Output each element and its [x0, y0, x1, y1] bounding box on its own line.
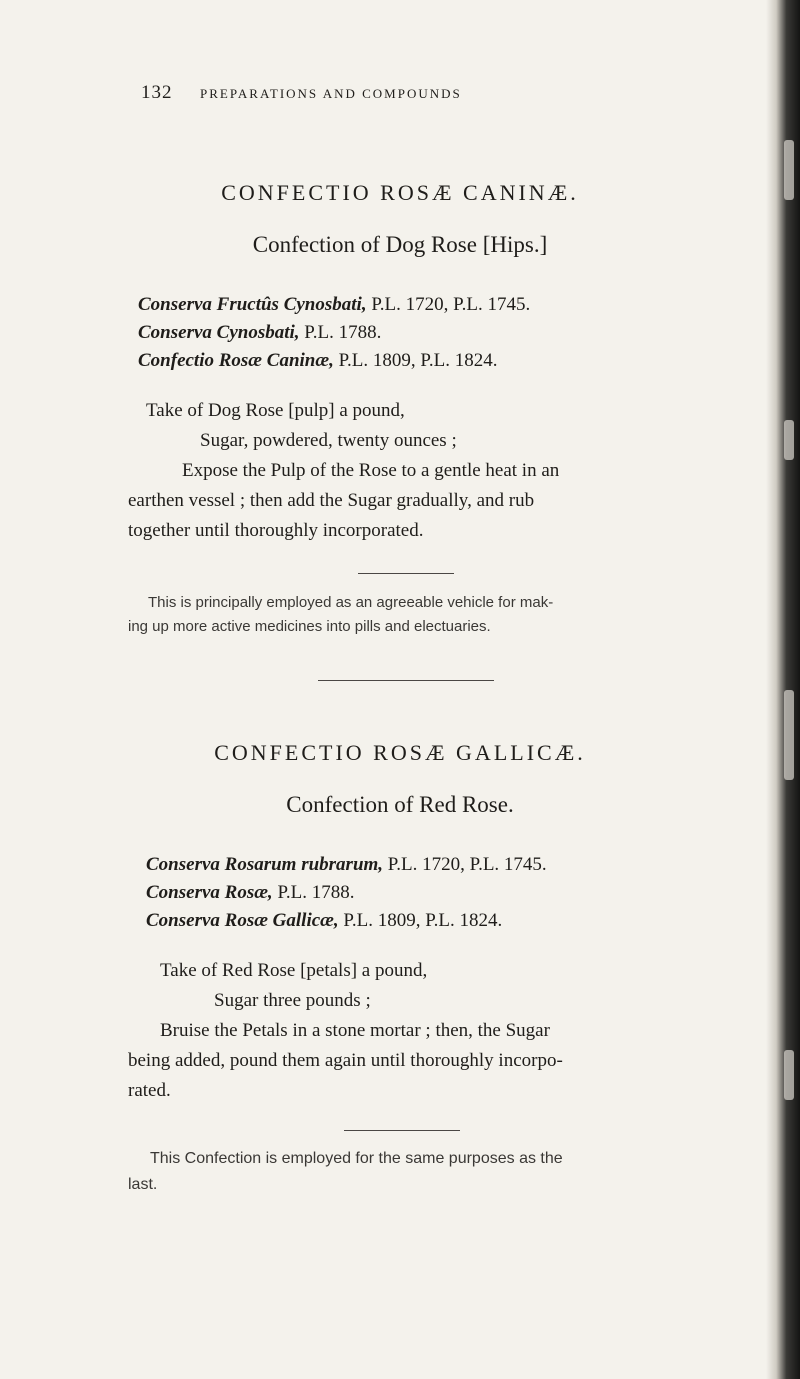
synonym-line [138, 294, 530, 316]
recipe-line: Take of Red Rose [petals] a pound, [160, 960, 428, 981]
synonym-refs: P.L. 1788. [299, 322, 382, 343]
section-divider [358, 573, 454, 574]
section-divider [318, 680, 494, 681]
book-binding-edge [766, 0, 800, 1379]
section-title: CONFECTIO ROSÆ GALLICÆ. [214, 740, 586, 765]
recipe-line: Sugar three pounds ; [214, 990, 371, 1011]
note-line: This is principally employed as an agreeable vehicle for mak- [148, 594, 554, 611]
recipe-line: Expose the Pulp of the Rose to a gentle heat in an [182, 460, 560, 481]
synonym-name: Conserva Rosarum rubrarum, [146, 854, 384, 875]
section-title: CONFECTIO ROSÆ CANINÆ. [221, 180, 579, 205]
synonym-refs: P.L. 1809, P.L. 1824. [333, 350, 498, 371]
synonym-refs: P.L. 1720, P.L. 1745. [383, 854, 547, 875]
section-subtitle: Confection of Red Rose. [286, 792, 514, 817]
recipe-line: Sugar, powdered, twenty ounces ; [200, 430, 457, 451]
note-line: ing up more active medicines into pills and electuaries. [128, 618, 491, 635]
synonym-line [146, 882, 355, 904]
synonym-refs: P.L. 1788. [272, 882, 355, 903]
synonym-refs: P.L. 1720, P.L. 1745. [366, 294, 531, 315]
synonym-name: Conserva Rosæ Gallicæ, [146, 910, 339, 931]
section-divider [344, 1130, 460, 1131]
note-line: This Confection is employed for the same purposes as the [150, 1150, 563, 1167]
synonym-line [138, 322, 381, 344]
synonym-name: Conserva Rosæ, [146, 882, 273, 903]
synonym-name: Confectio Rosæ Caninæ, [138, 350, 334, 371]
running-head: PREPARATIONS AND COMPOUNDS [200, 86, 462, 101]
note-line: last. [128, 1176, 158, 1193]
recipe-line: Bruise the Petals in a stone mortar ; then, the Sugar [160, 1020, 550, 1041]
synonym-line [146, 854, 547, 876]
synonym-line [138, 350, 497, 372]
recipe-line: rated. [128, 1080, 171, 1101]
synonym-name: Conserva Cynosbati, [138, 322, 300, 343]
synonym-refs: P.L. 1809, P.L. 1824. [338, 910, 503, 931]
recipe-line: together until thoroughly incorporated. [128, 520, 424, 541]
section-subtitle: Confection of Dog Rose [Hips.] [252, 232, 548, 257]
synonym-line [146, 910, 502, 932]
recipe-line: Take of Dog Rose [pulp] a pound, [146, 400, 405, 421]
synonym-name: Conserva Fructûs Cynosbati, [138, 294, 367, 315]
recipe-line: being added, pound them again until thoroughly incorpo- [128, 1050, 563, 1071]
page-number: 132 [141, 82, 173, 103]
recipe-line: earthen vessel ; then add the Sugar gradually, and rub [128, 490, 535, 511]
